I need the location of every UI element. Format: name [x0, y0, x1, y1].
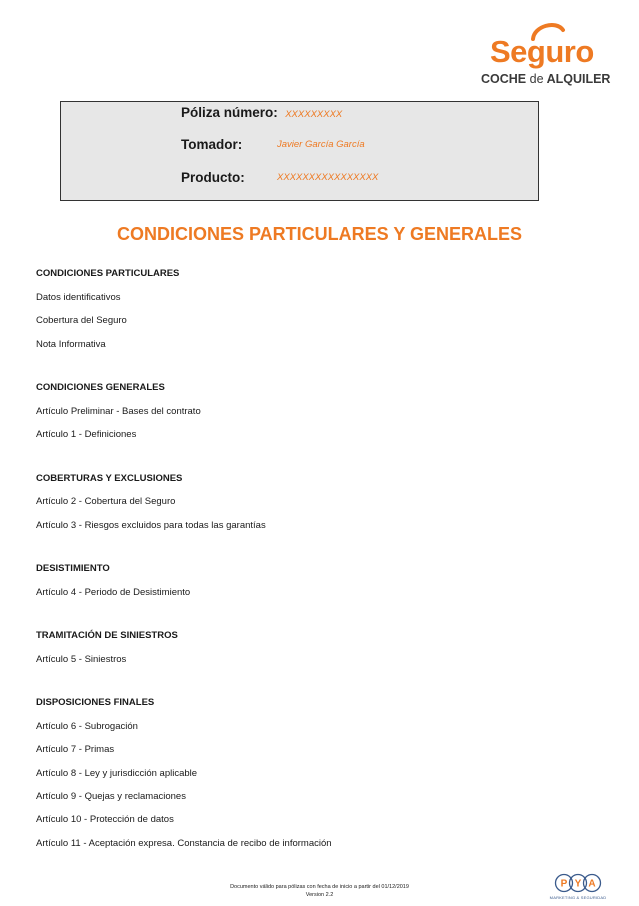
logo-sub-de: de [529, 72, 544, 86]
toc-section-heading: DESISTIMIENTO [36, 563, 110, 574]
toc-item: Artículo 4 - Periodo de Desistimiento [36, 587, 191, 598]
policy-product-label: Producto: [181, 170, 245, 185]
footer-version: Version 2.2 [305, 892, 334, 898]
footer-validity-note: Documento válido para pólizas con fecha de inicio a partir del 01/12/2019 [230, 884, 409, 890]
policy-holder-value: Javier García García [277, 139, 365, 150]
toc-item: Cobertura del Seguro [36, 315, 127, 326]
pya-tagline: MARKETING & SEGURIDAD [549, 895, 607, 900]
policy-number-label: Póliza número: [181, 105, 278, 120]
toc-item: Artículo 10 - Protección de datos [36, 814, 174, 825]
toc-section-heading: CONDICIONES GENERALES [36, 382, 165, 393]
policy-info-box [60, 101, 539, 201]
pya-logo [549, 871, 607, 903]
pya-letter: Y [574, 878, 582, 890]
pya-letter: P [560, 878, 568, 890]
pya-logo-mark-icon [549, 871, 607, 895]
page-footer [0, 883, 639, 899]
toc-item: Artículo 7 - Primas [36, 744, 115, 755]
toc-section-heading: CONDICIONES PARTICULARES [36, 268, 180, 279]
toc-item: Artículo 11 - Aceptación expresa. Constancia de recibo de información [36, 838, 332, 849]
policy-product-row [181, 169, 379, 187]
toc-item: Nota Informativa [36, 339, 106, 350]
policy-product-value: XXXXXXXXXXXXXXXX [277, 172, 379, 183]
logo-sub-coche: COCHE [481, 72, 527, 86]
policy-holder-label: Tomador: [181, 137, 243, 152]
policy-number-row [181, 104, 342, 122]
brand-logo [478, 22, 618, 90]
toc-item: Artículo 8 - Ley y jurisdicción aplicable [36, 768, 198, 779]
toc-section-heading: TRAMITACIÓN DE SINIESTROS [36, 630, 178, 641]
toc-item: Artículo 3 - Riesgos excluidos para todas las garantías [36, 520, 266, 531]
toc-item: Datos identificativos [36, 292, 121, 303]
logo-wordmark: Seguro [490, 34, 594, 69]
logo-sub-alquiler: ALQUILER [546, 72, 611, 86]
logo-subtitle [481, 73, 610, 86]
toc-section-heading: COBERTURAS Y EXCLUSIONES [36, 473, 183, 484]
toc-item: Artículo 2 - Cobertura del Seguro [36, 496, 176, 507]
toc-item: Artículo 9 - Quejas y reclamaciones [36, 791, 186, 802]
page-title: CONDICIONES PARTICULARES Y GENERALES [116, 224, 523, 244]
toc-item: Artículo 1 - Definiciones [36, 429, 137, 440]
toc-item: Artículo Preliminar - Bases del contrato [36, 406, 201, 417]
policy-holder-row [181, 136, 365, 154]
pya-letter: A [588, 878, 596, 890]
policy-number-value: XXXXXXXXX [285, 109, 343, 120]
toc-item: Artículo 5 - Siniestros [36, 654, 127, 665]
toc-item: Artículo 6 - Subrogación [36, 721, 138, 732]
toc-section-heading: DISPOSICIONES FINALES [36, 697, 155, 708]
